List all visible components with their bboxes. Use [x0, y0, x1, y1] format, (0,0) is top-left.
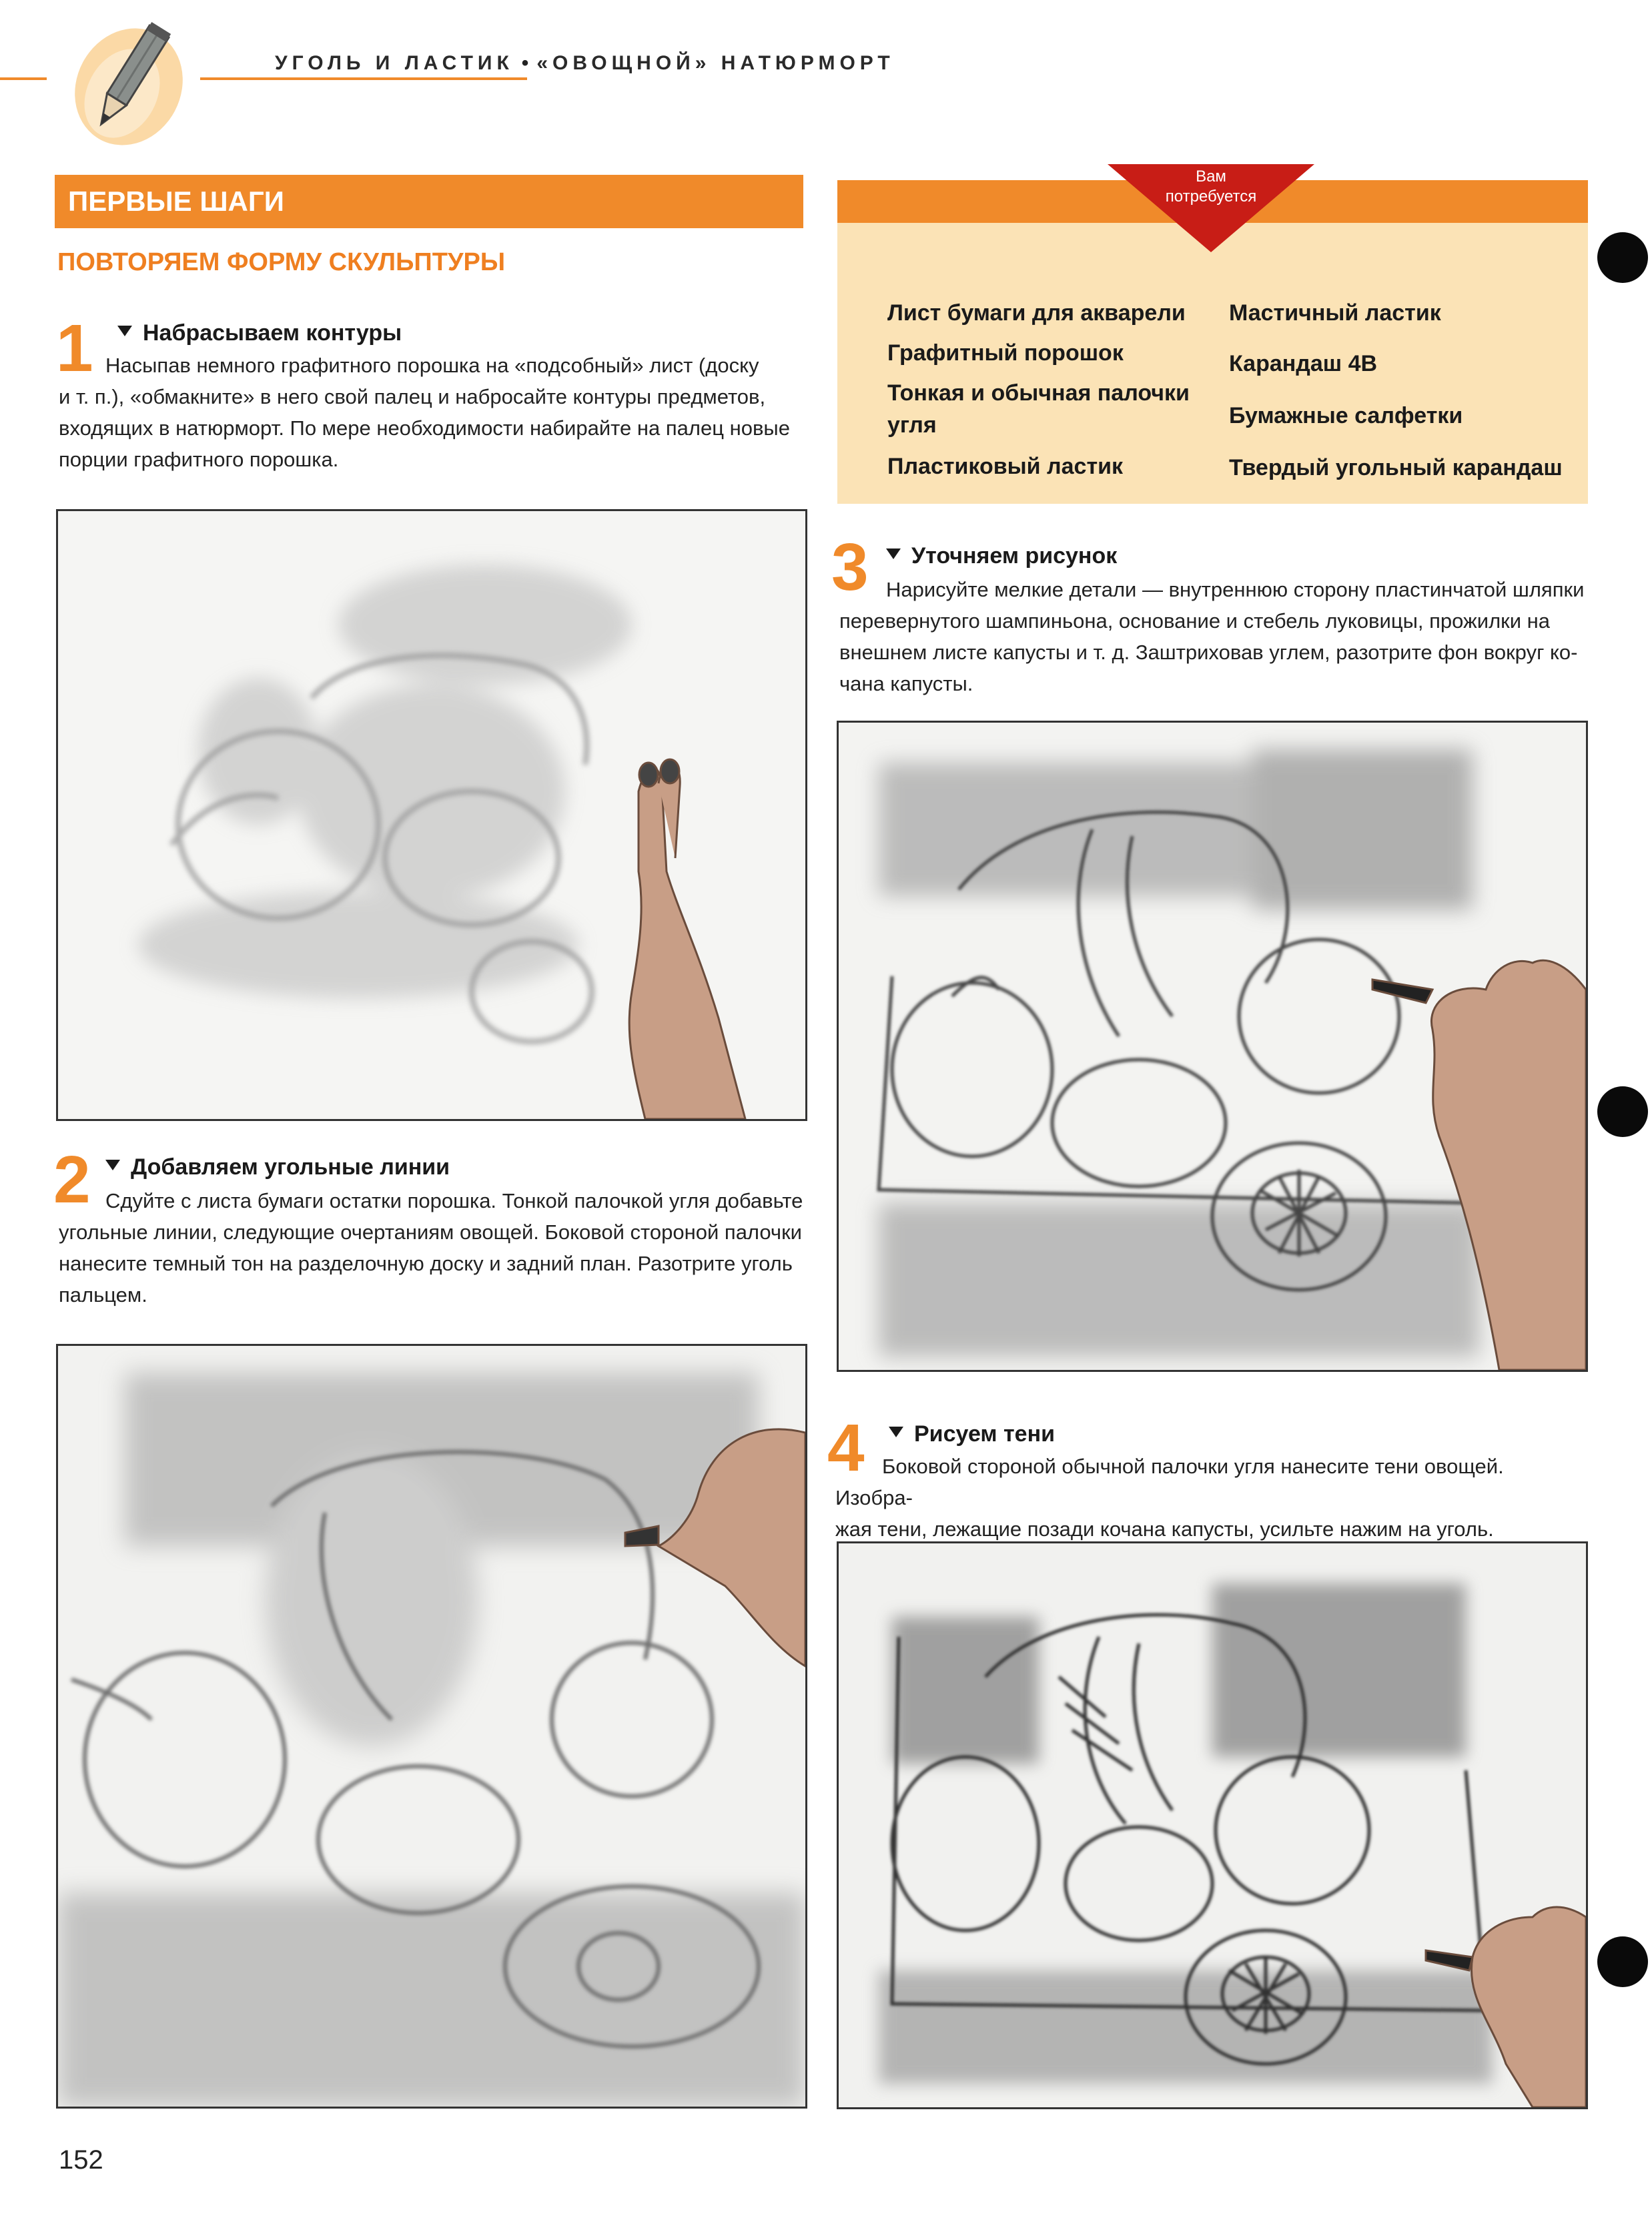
step-2-line: угольные линии, следующие очертаниям овощей. Боковой стороной палочки	[59, 1220, 802, 1244]
step-1-line: и т. п.), «обмакните» в него свой палец и набросайте контуры предметов,	[59, 385, 766, 408]
page-number: 152	[59, 2145, 103, 2175]
triangle-bullet-icon	[117, 326, 132, 336]
triangle-bullet-icon	[105, 1160, 120, 1170]
step-3-line: внешнем листе капусты и т. д. Заштриховав углем, разотрите фон вокруг ко-	[839, 641, 1578, 664]
materials-left-item: Пластиковый ластик	[887, 454, 1124, 479]
step-4-number: 4	[827, 1411, 865, 1485]
running-header	[275, 52, 895, 75]
step-2-line: пальцем.	[59, 1283, 147, 1307]
materials-right-item: Мастичный ластик	[1229, 300, 1441, 326]
materials-left-item: угля	[887, 412, 937, 438]
materials-badge-line2: потребуется	[1165, 188, 1257, 206]
step-1-line: порции графитного порошка.	[59, 448, 339, 471]
step-4-photo	[837, 1541, 1588, 2109]
materials-badge-text	[1108, 167, 1314, 207]
header-rule-left	[0, 77, 47, 80]
step-1-title	[117, 320, 402, 346]
step-2-line: Сдуйте с листа бумаги остатки порошка. Тонкой палочкой угля добавьте	[105, 1189, 803, 1212]
step-1-photo	[56, 509, 807, 1121]
step-1-title-text: Набрасываем контуры	[143, 320, 402, 346]
section-subtitle: ПОВТОРЯЕМ ФОРМУ СКУЛЬПТУРЫ	[57, 248, 506, 276]
header-rule-right	[200, 77, 527, 80]
running-header-separator: •	[521, 52, 529, 74]
step-2-title	[105, 1154, 450, 1180]
step-3-title	[886, 543, 1117, 569]
step-2-number: 2	[53, 1142, 91, 1217]
step-2-photo	[56, 1344, 807, 2109]
step-4-title	[889, 1421, 1055, 1447]
materials-right-item: Карандаш 4B	[1229, 351, 1378, 376]
step-4-line: Боковой стороной обычной палочки угля нанесите тени овощей. Изобра-	[835, 1455, 1504, 1509]
step-2-title-text: Добавляем угольные линии	[131, 1154, 450, 1180]
step-3-text	[839, 574, 1587, 699]
materials-left-item: Лист бумаги для акварели	[887, 300, 1186, 326]
step-3-title-text: Уточняем рисунок	[911, 543, 1118, 569]
materials-right-item: Бумажные салфетки	[1229, 403, 1463, 428]
step-1-number: 1	[56, 311, 93, 386]
step-1-line: Насыпав немного графитного порошка на «подсобный» лист (доску	[105, 354, 759, 377]
materials-left-item: Тонкая и обычная палочки	[887, 380, 1190, 406]
running-header-part1: УГОЛЬ И ЛАСТИК	[275, 52, 514, 74]
step-3-photo	[837, 721, 1588, 1372]
triangle-bullet-icon	[886, 548, 901, 559]
step-2-line: нанесите темный тон на разделочную доску и задний план. Разотрите уголь	[59, 1252, 793, 1275]
pencil-logo-icon	[59, 13, 199, 153]
running-header-part2: «ОВОЩНОЙ» НАТЮРМОРТ	[536, 52, 895, 74]
step-4-title-text: Рисуем тени	[914, 1421, 1056, 1447]
step-4-text	[835, 1451, 1583, 1545]
margin-bullet-top	[1597, 232, 1648, 283]
materials-right-item: Твердый угольный карандаш	[1229, 455, 1563, 480]
step-3-line: Нарисуйте мелкие детали — внутреннюю сторону пластинчатой шляпки	[886, 578, 1585, 601]
section-bar	[55, 175, 803, 228]
materials-left-item: Графитный порошок	[887, 340, 1124, 366]
margin-bullet-middle	[1597, 1086, 1648, 1137]
step-2-text	[59, 1185, 806, 1311]
step-3-number: 3	[831, 530, 869, 605]
step-4-line: жая тени, лежащие позади кочана капусты, усильте нажим на уголь.	[835, 1517, 1494, 1541]
margin-bullet-bottom	[1597, 1936, 1648, 1987]
step-1-text	[59, 350, 806, 475]
step-3-line: чана капусты.	[839, 672, 973, 695]
section-title: ПЕРВЫЕ ШАГИ	[68, 186, 284, 217]
triangle-bullet-icon	[889, 1427, 903, 1437]
step-3-line: перевернутого шампиньона, основание и стебель луковицы, прожилки на	[839, 609, 1551, 633]
materials-badge-line1: Вам	[1196, 167, 1226, 186]
step-1-line: входящих в натюрморт. По мере необходимости набирайте на палец новые	[59, 416, 790, 440]
